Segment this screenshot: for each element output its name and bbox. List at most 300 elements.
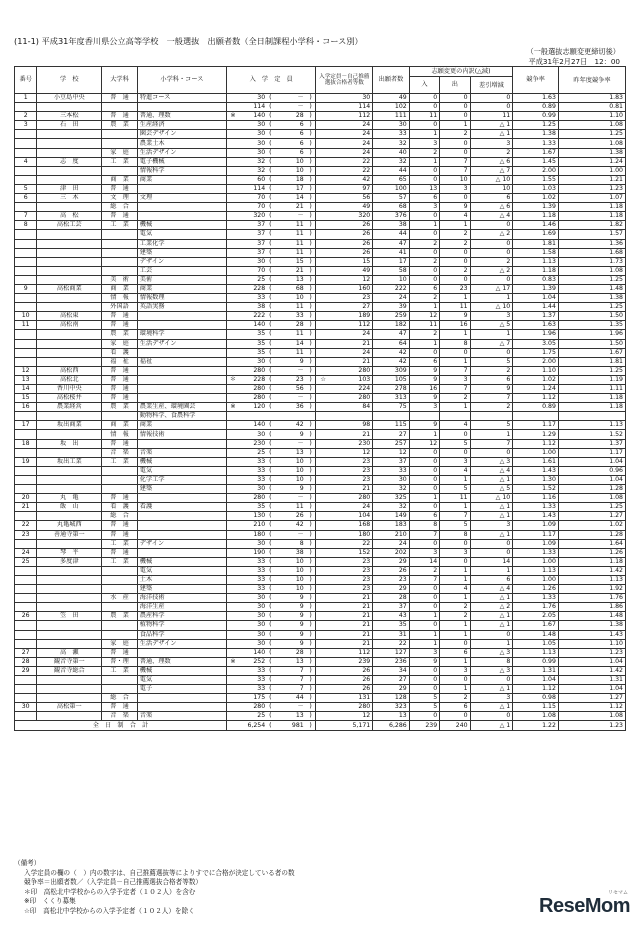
cell-mark-adjusted bbox=[316, 275, 330, 284]
table-row bbox=[15, 657, 626, 666]
capacity-paren-value: － bbox=[297, 530, 304, 538]
cell-capacity: 30 bbox=[239, 139, 267, 148]
cell-in: 2 bbox=[409, 239, 439, 248]
capacity-paren-value: 10 bbox=[295, 166, 304, 174]
capacity-paren-value: 68 bbox=[295, 285, 304, 293]
cell-adjusted: 131 bbox=[330, 694, 373, 703]
table-row bbox=[15, 230, 626, 239]
cell-paren-close: ) bbox=[306, 639, 316, 648]
cell-capacity: 30 bbox=[239, 594, 267, 603]
cell-net: △ 1 bbox=[470, 612, 513, 621]
cell-number bbox=[15, 130, 37, 139]
paren-open: ( bbox=[269, 612, 272, 620]
cell-applicants: 42 bbox=[373, 357, 410, 366]
cell-mark: ※ bbox=[227, 403, 239, 412]
cell-mark-adjusted bbox=[316, 212, 330, 221]
cell-mark-adjusted bbox=[316, 385, 330, 394]
cell-net: △ 3 bbox=[470, 666, 513, 675]
cell-paren-close: ) bbox=[306, 203, 316, 212]
cell-mark bbox=[227, 94, 239, 103]
cell-applicants: 102 bbox=[373, 103, 410, 112]
cell-applicants: 31 bbox=[373, 630, 410, 639]
table-row bbox=[15, 648, 626, 657]
cell-prev-ratio: 1.26 bbox=[558, 548, 625, 557]
cell-department: 農 業 bbox=[102, 612, 138, 621]
paren-open: ( bbox=[269, 566, 272, 574]
table-row bbox=[15, 585, 626, 594]
cell-net: △ 7 bbox=[470, 339, 513, 348]
cell-subdepartment bbox=[137, 548, 226, 557]
cell-number: 11 bbox=[15, 321, 37, 330]
cell-capacity-paren bbox=[267, 494, 306, 503]
cell-net: 0 bbox=[470, 539, 513, 548]
cell-ratio: 1.12 bbox=[513, 685, 559, 694]
cell-mark bbox=[227, 284, 239, 293]
cell-mark bbox=[227, 412, 239, 421]
cell-ratio: 1.26 bbox=[513, 585, 559, 594]
cell-prev-ratio: 1.23 bbox=[558, 648, 625, 657]
cell-prev-ratio: 1.86 bbox=[558, 603, 625, 612]
paren-open: ( bbox=[269, 139, 272, 147]
cell-applicants: 183 bbox=[373, 521, 410, 530]
cell-ratio: 1.43 bbox=[513, 466, 559, 475]
table-row bbox=[15, 184, 626, 193]
cell-school bbox=[37, 203, 102, 212]
cell-in: 11 bbox=[409, 321, 439, 330]
cell-paren-close: ) bbox=[306, 457, 316, 466]
cell-ratio: 1.58 bbox=[513, 248, 559, 257]
cell-adjusted: 189 bbox=[330, 312, 373, 321]
cell-mark-adjusted bbox=[316, 666, 330, 675]
cell-prev-ratio: 1.52 bbox=[558, 430, 625, 439]
table-row bbox=[15, 257, 626, 266]
cell-in: 0 bbox=[409, 266, 439, 275]
table-row bbox=[15, 275, 626, 284]
cell-mark bbox=[227, 548, 239, 557]
paren-open: ( bbox=[269, 685, 272, 693]
cell-capacity: 280 bbox=[239, 703, 267, 712]
capacity-paren-value: － bbox=[297, 394, 304, 402]
paren-open: ( bbox=[269, 539, 272, 547]
cell-net: 6 bbox=[470, 375, 513, 384]
cell-department bbox=[102, 575, 138, 584]
cell-ratio: 1.67 bbox=[513, 148, 559, 157]
cell-mark bbox=[227, 148, 239, 157]
cell-number: 5 bbox=[15, 184, 37, 193]
cell-out: 2 bbox=[440, 694, 470, 703]
cell-paren-close: ) bbox=[306, 303, 316, 312]
cell-mark bbox=[227, 157, 239, 166]
cell-mark bbox=[227, 612, 239, 621]
cell-mark-adjusted bbox=[316, 630, 330, 639]
table-row bbox=[15, 248, 626, 257]
cell-capacity-paren bbox=[267, 248, 306, 257]
cell-applicants: 325 bbox=[373, 494, 410, 503]
cell-mark-adjusted bbox=[316, 494, 330, 503]
cell-in: 1 bbox=[409, 130, 439, 139]
cell-school bbox=[37, 676, 102, 685]
cell-capacity-paren bbox=[267, 421, 306, 430]
cell-prev-ratio: 1.18 bbox=[558, 557, 625, 566]
cell-in: 0 bbox=[409, 212, 439, 221]
cell-department bbox=[102, 475, 138, 484]
cell-capacity: 280 bbox=[239, 494, 267, 503]
capacity-paren-value: 6 bbox=[299, 148, 304, 156]
cell-subdepartment bbox=[137, 366, 226, 375]
cell-number bbox=[15, 585, 37, 594]
cell-in: 0 bbox=[409, 175, 439, 184]
cell-subdepartment bbox=[137, 521, 226, 530]
header-adjusted-capacity: 入学定員－自己推薦選抜合格者等数 bbox=[316, 67, 373, 94]
cell-school bbox=[37, 303, 102, 312]
cell-adjusted: 98 bbox=[330, 421, 373, 430]
cell-mark-adjusted bbox=[316, 712, 330, 721]
cell-capacity: 120 bbox=[239, 403, 267, 412]
cell-capacity-paren bbox=[267, 503, 306, 512]
cell-number bbox=[15, 685, 37, 694]
capacity-paren-value: 11 bbox=[295, 503, 304, 511]
cell-in: 0 bbox=[409, 103, 439, 112]
cell-net: 7 bbox=[470, 394, 513, 403]
cell-ratio: 0.98 bbox=[513, 694, 559, 703]
cell-capacity: 70 bbox=[239, 266, 267, 275]
cell-adjusted: 24 bbox=[330, 148, 373, 157]
cell-mark-adjusted bbox=[316, 348, 330, 357]
cell-adjusted: 152 bbox=[330, 548, 373, 557]
cell-department: 普 通 bbox=[102, 184, 138, 193]
capacity-paren-value: 9 bbox=[299, 621, 304, 629]
cell-net: △ 6 bbox=[470, 203, 513, 212]
paren-open: ( bbox=[269, 448, 272, 456]
cell-ratio: 1.33 bbox=[513, 503, 559, 512]
capacity-paren-value: 8 bbox=[299, 539, 304, 547]
capacity-paren-value: 21 bbox=[295, 203, 304, 211]
table-row bbox=[15, 639, 626, 648]
cell-paren-close: ) bbox=[306, 94, 316, 103]
cell-department: 美 術 bbox=[102, 275, 138, 284]
table-row bbox=[15, 312, 626, 321]
table-row bbox=[15, 485, 626, 494]
cell-mark bbox=[227, 521, 239, 530]
cell-prev-ratio: 1.04 bbox=[558, 657, 625, 666]
cell-mark bbox=[227, 430, 239, 439]
cell-prev-ratio: 1.82 bbox=[558, 221, 625, 230]
cell-out: 0 bbox=[440, 139, 470, 148]
notes-heading: （備考） bbox=[14, 859, 41, 867]
cell-capacity-paren bbox=[267, 112, 306, 121]
cell-subdepartment: 化学工学 bbox=[137, 475, 226, 484]
cell-capacity: 70 bbox=[239, 203, 267, 212]
cell-department: 外国語 bbox=[102, 303, 138, 312]
cell-mark bbox=[227, 630, 239, 639]
header-subdepartment: 小学科・コース bbox=[137, 67, 226, 94]
cell-subdepartment bbox=[137, 394, 226, 403]
cell-applicants: 49 bbox=[373, 94, 410, 103]
cell-school: 坂出工業 bbox=[37, 457, 102, 466]
cell-adjusted: 21 bbox=[330, 339, 373, 348]
cell-out: 3 bbox=[440, 184, 470, 193]
cell-subdepartment: 音楽 bbox=[137, 712, 226, 721]
cell-in: 1 bbox=[409, 630, 439, 639]
cell-school: 飯 山 bbox=[37, 503, 102, 512]
table-row bbox=[15, 557, 626, 566]
cell-subdepartment bbox=[137, 184, 226, 193]
cell-applicants: 24 bbox=[373, 539, 410, 548]
cell-applicants: 27 bbox=[373, 430, 410, 439]
cell-capacity: 37 bbox=[239, 221, 267, 230]
cell-applicants: 44 bbox=[373, 166, 410, 175]
cell-prev-ratio: 1.35 bbox=[558, 321, 625, 330]
cell-out: 1 bbox=[440, 630, 470, 639]
cell-number bbox=[15, 348, 37, 357]
cell-number bbox=[15, 275, 37, 284]
cell-department: 情 報 bbox=[102, 430, 138, 439]
table-row bbox=[15, 284, 626, 293]
cell-department bbox=[102, 412, 138, 421]
cell-adjusted: 23 bbox=[330, 566, 373, 575]
capacity-paren-value: 11 bbox=[295, 239, 304, 247]
cell-mark-adjusted bbox=[316, 303, 330, 312]
cell-out: 0 bbox=[440, 248, 470, 257]
cell-mark-adjusted bbox=[316, 339, 330, 348]
cell-ratio: 1.13 bbox=[513, 648, 559, 657]
as-of-datetime: 平成31年2月27日 12：00 bbox=[528, 57, 620, 66]
cell-applicants: 309 bbox=[373, 366, 410, 375]
cell-adjusted: 21 bbox=[330, 639, 373, 648]
cell-applicants: 57 bbox=[373, 194, 410, 203]
cell-ratio: 1.61 bbox=[513, 457, 559, 466]
cell-applicants: 236 bbox=[373, 657, 410, 666]
cell-applicants: 34 bbox=[373, 666, 410, 675]
cell-out: 6 bbox=[440, 703, 470, 712]
cell-in: 0 bbox=[409, 485, 439, 494]
cell-in: 3 bbox=[409, 403, 439, 412]
cell-ratio: 1.33 bbox=[513, 548, 559, 557]
cell-adjusted: 21 bbox=[330, 430, 373, 439]
paren-open: ( bbox=[269, 648, 272, 656]
cell-in: 16 bbox=[409, 385, 439, 394]
table-row bbox=[15, 339, 626, 348]
cell-prev-ratio: 1.10 bbox=[558, 112, 625, 121]
cell-out: 7 bbox=[440, 366, 470, 375]
cell-prev-ratio: 1.38 bbox=[558, 294, 625, 303]
cell-department bbox=[102, 230, 138, 239]
cell-mark bbox=[227, 585, 239, 594]
cell-ratio: 1.08 bbox=[513, 712, 559, 721]
table-row bbox=[15, 394, 626, 403]
cell-adjusted: 49 bbox=[330, 266, 373, 275]
cell-capacity: 32 bbox=[239, 157, 267, 166]
paren-open: ( bbox=[269, 321, 272, 329]
cell-ratio: 1.09 bbox=[513, 539, 559, 548]
paren-open: ( bbox=[269, 239, 272, 247]
cell-capacity-paren bbox=[267, 566, 306, 575]
cell-adjusted: 230 bbox=[330, 439, 373, 448]
cell-adjusted: 26 bbox=[330, 676, 373, 685]
cell-mark bbox=[227, 439, 239, 448]
cell-number: 26 bbox=[15, 612, 37, 621]
cell-net: △ 7 bbox=[470, 166, 513, 175]
table-row bbox=[15, 303, 626, 312]
cell-paren-close: ) bbox=[306, 421, 316, 430]
cell-department: 普 通 bbox=[102, 548, 138, 557]
capacity-paren-value: 14 bbox=[295, 194, 304, 202]
cell-adjusted: 24 bbox=[330, 503, 373, 512]
cell-applicants: 376 bbox=[373, 212, 410, 221]
cell-school: 坂出商業 bbox=[37, 421, 102, 430]
cell-subdepartment: 生産経済 bbox=[137, 121, 226, 130]
cell-school: 丸 亀 bbox=[37, 494, 102, 503]
cell-net: 0 bbox=[470, 248, 513, 257]
paren-open: ( bbox=[269, 594, 272, 602]
cell-capacity-paren bbox=[267, 630, 306, 639]
cell-net: △ 3 bbox=[470, 648, 513, 657]
cell-mark-adjusted bbox=[316, 466, 330, 475]
cell-paren-close: ) bbox=[306, 648, 316, 657]
cell-applicants: 29 bbox=[373, 685, 410, 694]
cell-subdepartment: 園芸デザイン bbox=[137, 130, 226, 139]
cell-department: 普 通 bbox=[102, 94, 138, 103]
cell-prev-ratio: 1.10 bbox=[558, 639, 625, 648]
cell-school: 三本松 bbox=[37, 112, 102, 121]
table-row bbox=[15, 203, 626, 212]
cell-mark bbox=[227, 512, 239, 521]
capacity-paren-value: 9 bbox=[299, 357, 304, 365]
paren-open: ( bbox=[269, 275, 272, 283]
cell-applicants: 32 bbox=[373, 157, 410, 166]
cell-paren-close: ) bbox=[306, 703, 316, 712]
cell-mark-adjusted bbox=[316, 103, 330, 112]
cell-mark bbox=[227, 194, 239, 203]
cell-subdepartment: 植物科学 bbox=[137, 621, 226, 630]
cell-subdepartment: 海洋生産 bbox=[137, 603, 226, 612]
paren-open: ( bbox=[269, 430, 272, 438]
cell-capacity-paren bbox=[267, 539, 306, 548]
paren-open: ( bbox=[269, 248, 272, 256]
cell-net: 2 bbox=[470, 257, 513, 266]
cell-adjusted: 24 bbox=[330, 139, 373, 148]
cell-out: 7 bbox=[440, 166, 470, 175]
cell-mark-adjusted bbox=[316, 421, 330, 430]
cell-adjusted: 24 bbox=[330, 121, 373, 130]
cell-net: 14 bbox=[470, 557, 513, 566]
cell-mark-adjusted bbox=[316, 594, 330, 603]
cell-department: 工 業 bbox=[102, 666, 138, 675]
cell-school bbox=[37, 130, 102, 139]
cell-net: 5 bbox=[470, 421, 513, 430]
cell-subdepartment bbox=[137, 494, 226, 503]
cell-mark bbox=[227, 721, 239, 730]
cell-capacity-paren bbox=[267, 412, 306, 421]
cell-in: 0 bbox=[409, 503, 439, 512]
cell-mark bbox=[227, 594, 239, 603]
cell-ratio: 2.00 bbox=[513, 357, 559, 366]
paren-open: ( bbox=[269, 230, 272, 238]
cell-capacity-paren bbox=[267, 521, 306, 530]
cell-capacity: 70 bbox=[239, 194, 267, 203]
cell-applicants: 37 bbox=[373, 603, 410, 612]
cell-net: 0 bbox=[470, 548, 513, 557]
paren-open: ( bbox=[269, 421, 272, 429]
cell-subdepartment: 情報数理 bbox=[137, 294, 226, 303]
cell-department: 普 通 bbox=[102, 366, 138, 375]
paren-open: ( bbox=[269, 439, 272, 447]
cell-mark-adjusted bbox=[316, 121, 330, 130]
cell-ratio: 1.02 bbox=[513, 194, 559, 203]
header-in: 入 bbox=[409, 77, 439, 94]
cell-net: 0 bbox=[470, 630, 513, 639]
cell-school bbox=[37, 148, 102, 157]
cell-out: 0 bbox=[440, 194, 470, 203]
cell-capacity-paren bbox=[267, 148, 306, 157]
cell-net: 2 bbox=[470, 366, 513, 375]
cell-subdepartment: 文理 bbox=[137, 194, 226, 203]
cell-department: 工 業 bbox=[102, 157, 138, 166]
cell-subdepartment: 生活デザイン bbox=[137, 339, 226, 348]
cell-capacity: 280 bbox=[239, 394, 267, 403]
cell-prev-ratio: 1.57 bbox=[558, 230, 625, 239]
capacity-paren-value: 6 bbox=[299, 139, 304, 147]
cell-net: 1 bbox=[470, 566, 513, 575]
cell-mark bbox=[227, 666, 239, 675]
cell-mark bbox=[227, 175, 239, 184]
cell-capacity: 33 bbox=[239, 666, 267, 675]
cell-adjusted: 26 bbox=[330, 248, 373, 257]
cell-capacity-paren bbox=[267, 348, 306, 357]
cell-capacity: 320 bbox=[239, 212, 267, 221]
paren-open: ( bbox=[269, 94, 272, 102]
capacity-paren-value: － bbox=[297, 366, 304, 374]
cell-mark bbox=[227, 421, 239, 430]
cell-applicants: 115 bbox=[373, 421, 410, 430]
cell-ratio: 1.29 bbox=[513, 430, 559, 439]
cell-in: 0 bbox=[409, 676, 439, 685]
paren-open: ( bbox=[269, 157, 272, 165]
table-row bbox=[15, 421, 626, 430]
cell-out: 0 bbox=[440, 275, 470, 284]
cell-in: 0 bbox=[409, 666, 439, 675]
cell-mark-adjusted bbox=[316, 357, 330, 366]
table-row bbox=[15, 594, 626, 603]
cell-prev-ratio: 1.18 bbox=[558, 203, 625, 212]
cell-capacity: 230 bbox=[239, 439, 267, 448]
capacity-paren-value: 10 bbox=[295, 294, 304, 302]
paren-open: ( bbox=[269, 312, 272, 320]
table-row bbox=[15, 503, 626, 512]
cell-adjusted: 103 bbox=[330, 375, 373, 384]
cell-capacity-paren bbox=[267, 284, 306, 293]
cell-mark: ※ bbox=[227, 112, 239, 121]
cell-subdepartment: 情報科学 bbox=[137, 166, 226, 175]
cell-mark bbox=[227, 466, 239, 475]
cell-paren-close: ) bbox=[306, 103, 316, 112]
cell-net: 3 bbox=[470, 521, 513, 530]
cell-number: 21 bbox=[15, 503, 37, 512]
cell-mark-adjusted bbox=[316, 394, 330, 403]
cell-number bbox=[15, 357, 37, 366]
table-row bbox=[15, 539, 626, 548]
cell-prev-ratio: 1.48 bbox=[558, 612, 625, 621]
logo-text: ReseMom bbox=[539, 895, 630, 917]
capacity-paren-value: 10 bbox=[295, 457, 304, 465]
cell-applicants: 32 bbox=[373, 139, 410, 148]
cell-subdepartment: 環境科学 bbox=[137, 330, 226, 339]
paren-open: ( bbox=[269, 266, 272, 274]
cell-net: △ 1 bbox=[470, 621, 513, 630]
cell-paren-close: ) bbox=[306, 448, 316, 457]
cell-number bbox=[15, 430, 37, 439]
cell-applicants: 12 bbox=[373, 448, 410, 457]
